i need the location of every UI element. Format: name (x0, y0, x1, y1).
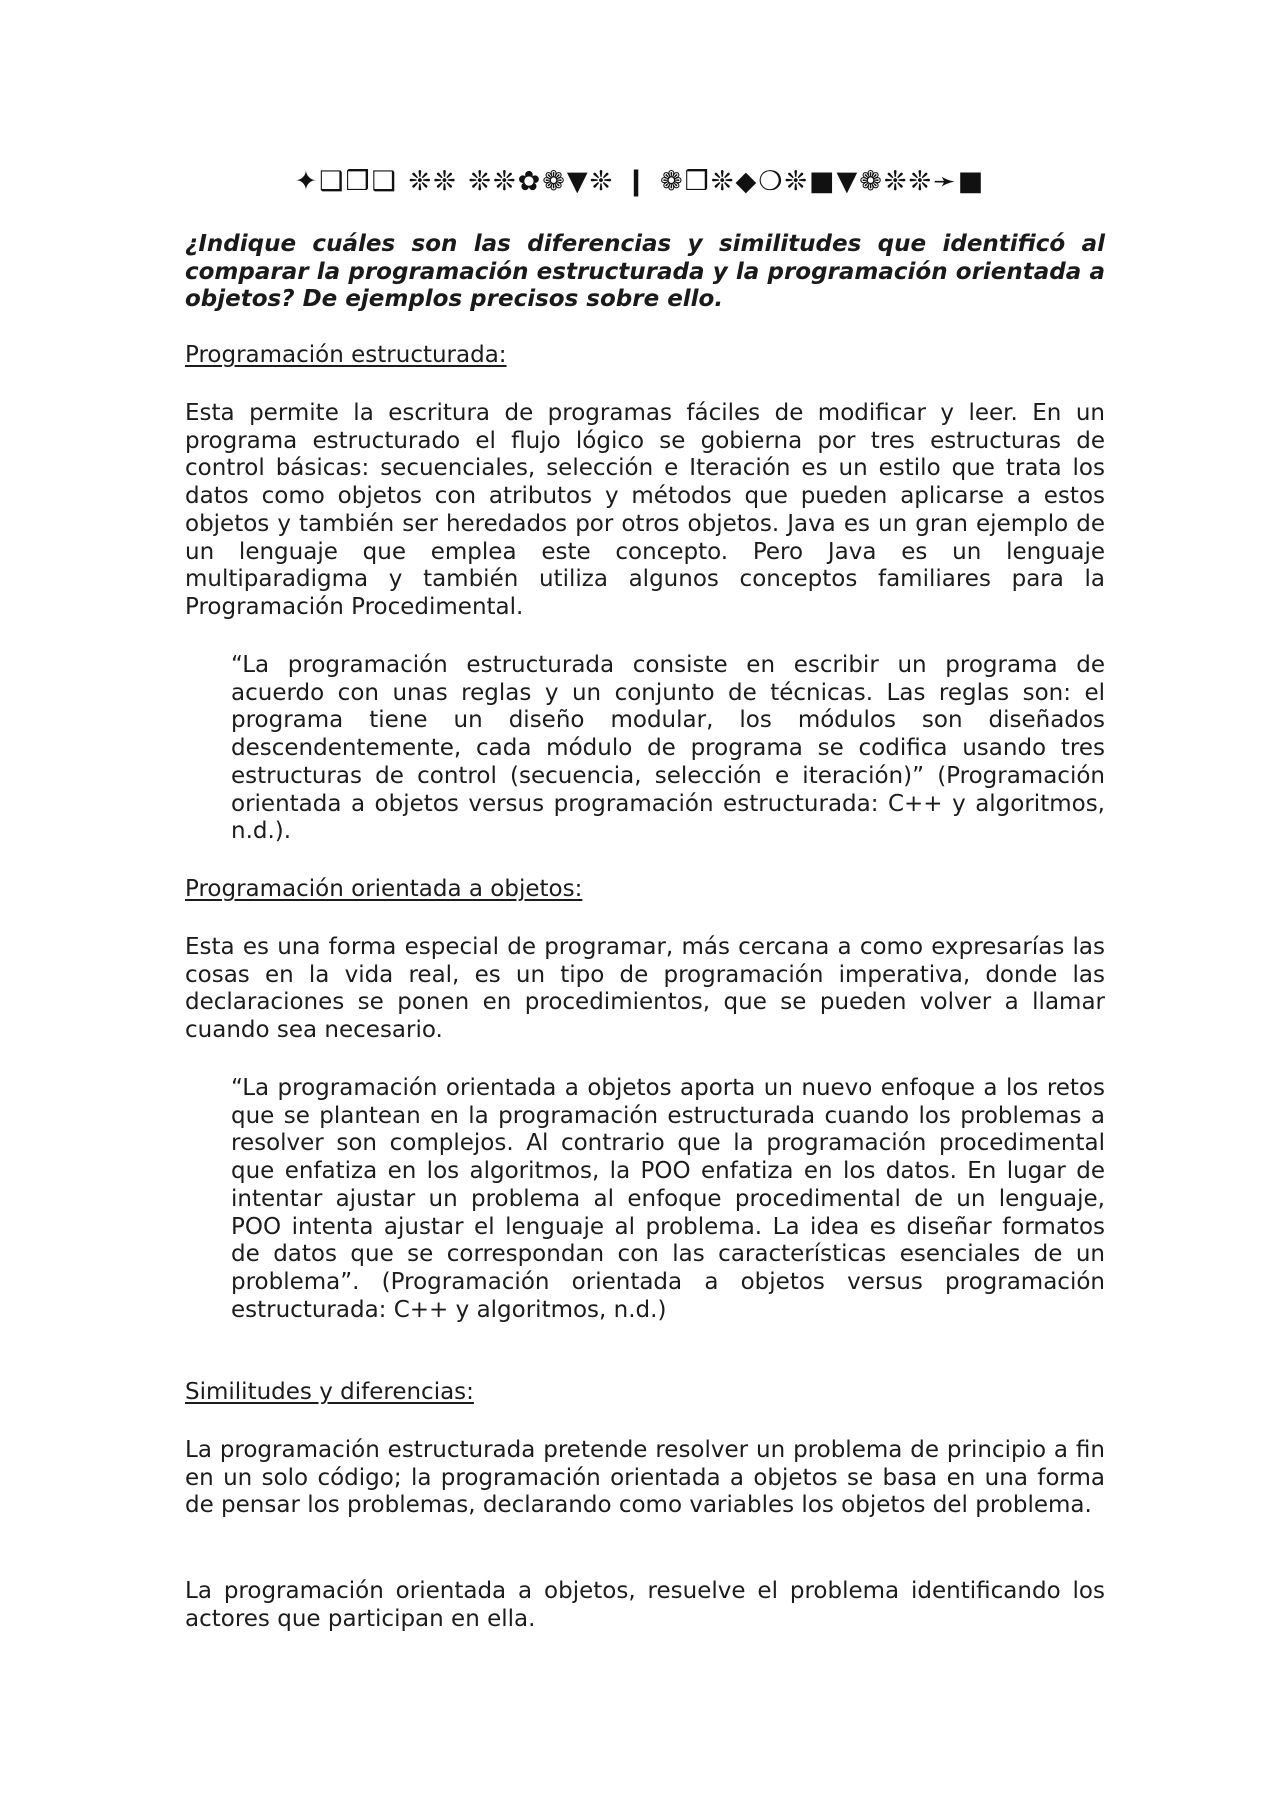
paragraph-structured: Esta permite la escritura de programas fáciles de modificar y leer. En un programa estructurado el flujo lógico se gobierna por tres estructuras de control básicas: secuenciales, selección e Iteración es un estilo que trata los datos como objetos con atributos y métodos que pueden aplicarse a estos objetos y también ser heredados por otros objetos. Java es un gran ejemplo de un lenguaje que emplea este concepto. Pero Java es un lenguaje multiparadigma y también utiliza algunos conceptos familiares para la Programación Procedimental. (185, 400, 1105, 620)
paragraph-comparison-2: La programación orientada a objetos, resuelve el problema identificando los actores que participan en ella. (185, 1578, 1105, 1632)
heading-comparison: Similitudes y diferencias: (185, 1379, 474, 1405)
heading-oop: Programación orientada a objetos: (185, 876, 583, 902)
heading-structured: Programación estructurada: (185, 342, 507, 368)
paragraph-comparison-1: La programación estructurada pretende resolver un problema de principio a fin en un solo código; la programación orientada a objetos se basa en una forma de pensar los problemas, declarando como variables los objetos del problema. (185, 1437, 1105, 1519)
quote-oop: “La programación orientada a objetos aporta un nuevo enfoque a los retos que se plantean en la programación estructurada cuando los problemas a resolver son complejos. Al contrario que la programación procedimental que enfatiza en los algoritmos, la POO enfatiza en los datos. En lugar de intentar ajustar un problema al enfoque procedimental de un lenguaje, POO intenta ajustar el lenguaje al problema. La idea es diseñar formatos de datos que se correspondan con las características esenciales de un problema”. (Programación orientada a objetos versus programación estructurada: C++ y algoritmos, n.d.) (231, 1075, 1105, 1323)
quote-structured: “La programación estructurada consiste en escribir un programa de acuerdo con unas reglas y un conjunto de técnicas. Las reglas son: el programa tiene un diseño modular, los módulos son diseñados descendentemente, cada módulo de programa se codifica usando tres estructuras de control (secuencia, selección e iteración)” (Programación orientada a objetos versus programación estructurada: C++ y algoritmos, n.d.). (231, 652, 1105, 845)
paragraph-oop: Esta es una forma especial de programar, más cercana a como expresarías las cosas en la vida real, es un tipo de programación imperativa, donde las declaraciones se ponen en procedimientos, que se pueden volver a llamar cuando sea necesario. (185, 934, 1105, 1044)
question-text: ¿Indique cuáles son las diferencias y similitudes que identificó al comparar la programación estructurada y la programación orientada a objetos? De ejemplos precisos sobre ello. (185, 231, 1105, 313)
document-title: ✦❑❒❑ ❊❊ ❊❊✿❁▼❊ ❙ ❁❒❊◆❍❊■▼❁❊❊➛■ (294, 166, 986, 197)
